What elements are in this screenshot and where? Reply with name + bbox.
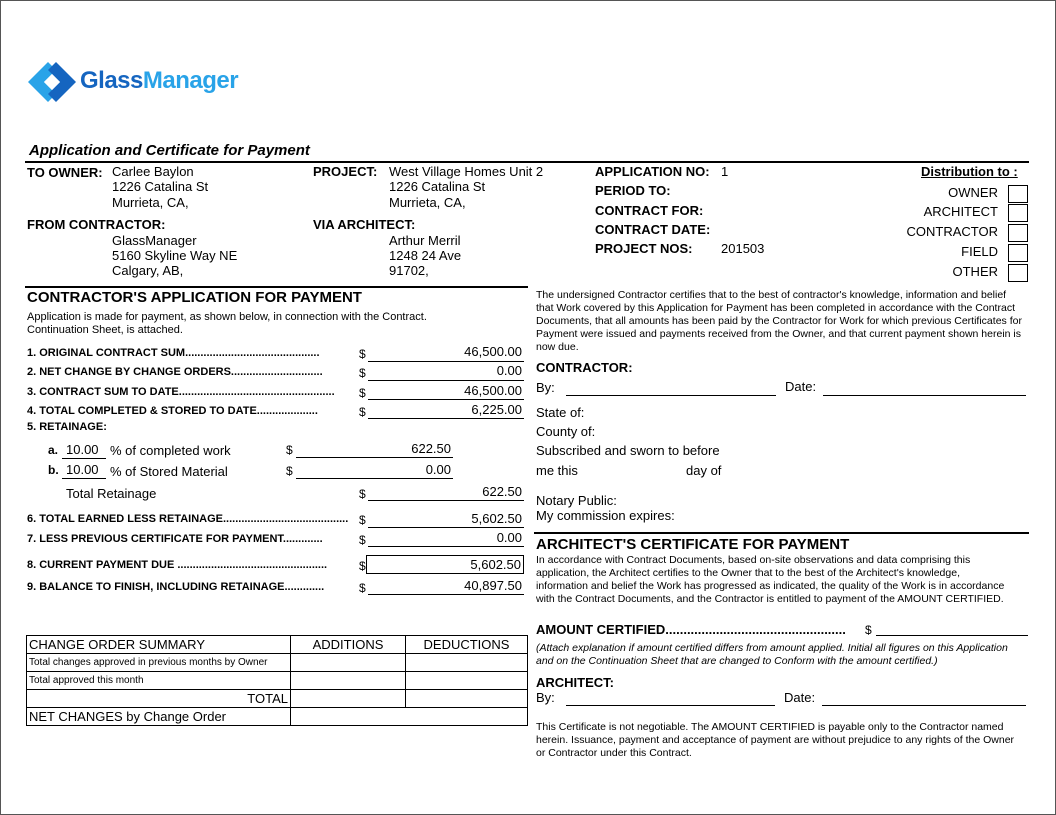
- distribution-owner-checkbox[interactable]: [1008, 185, 1028, 203]
- section-rule-left: [25, 286, 528, 288]
- amount-certified-line[interactable]: [876, 635, 1028, 636]
- line7-underline: [368, 546, 524, 547]
- day-of-label: day of: [686, 463, 722, 478]
- via-architect-addr1: 1248 24 Ave: [389, 248, 462, 263]
- amount-certified-currency: $: [865, 623, 872, 637]
- project-nos-value: 201503: [721, 241, 765, 256]
- to-owner-label: TO OWNER:: [27, 165, 103, 180]
- section-rule-right: [534, 532, 1029, 534]
- line7-label: 7. LESS PREVIOUS CERTIFICATE FOR PAYMENT.............: [27, 533, 323, 545]
- total-retainage-label: Total Retainage: [66, 486, 157, 501]
- from-contractor-label: FROM CONTRACTOR:: [27, 217, 166, 232]
- county-label: County of:: [536, 424, 596, 439]
- architect-footer-text: This Certificate is not negotiable. The AMOUNT CERTIFIED is payable only to the Contractor named herein. Issuance, payment and acceptance of payment are without prejudice to any rights of the Owner or Contractor under this Contract.: [536, 721, 1015, 759]
- line6-currency: $: [359, 513, 366, 527]
- document-title: Application and Certificate for Payment: [29, 142, 310, 159]
- retainage-a-pct-underline: [62, 458, 106, 459]
- retainage-b-currency: $: [286, 464, 293, 478]
- distribution-architect-label: ARCHITECT: [923, 204, 998, 219]
- logo-text-glass: Glass: [80, 67, 143, 94]
- line9-currency: $: [359, 581, 366, 595]
- to-owner-addr1: 1226 Catalina St: [112, 179, 209, 194]
- line6-underline: [368, 527, 524, 528]
- co-row-month-additions[interactable]: [291, 672, 406, 690]
- distribution-field-checkbox[interactable]: [1008, 244, 1028, 262]
- line1-currency: $: [359, 347, 366, 361]
- logo-text-manager: Manager: [142, 67, 239, 94]
- application-intro: Application is made for payment, as shown below, in connection with the Contract. Continuation Sheet, is attached.: [27, 311, 427, 336]
- architect-date-line[interactable]: [822, 705, 1026, 706]
- amount-note: (Attach explanation if amount certified differs from amount applied. Initial all figures on this Application and on the Continuation Sheet that are changed to Conform with the amount certified.): [536, 642, 1008, 667]
- line9-underline: [368, 594, 524, 595]
- retainage-b-text: % of Stored Material: [110, 464, 228, 479]
- co-row-month-label: Total approved this month: [27, 672, 291, 690]
- contractor-date-line[interactable]: [823, 395, 1026, 396]
- distribution-other-label: OTHER: [952, 264, 998, 279]
- retainage-a-pct[interactable]: 10.00: [66, 442, 99, 457]
- line4-underline: [368, 418, 524, 419]
- contractor-sign-label: CONTRACTOR:: [536, 360, 633, 375]
- project-addr2: Murrieta, CA,: [389, 195, 466, 210]
- contract-date-label: CONTRACT DATE:: [595, 222, 711, 237]
- architect-sign-label: ARCHITECT:: [536, 675, 614, 690]
- distribution-other-checkbox[interactable]: [1008, 264, 1028, 282]
- co-row-total-additions[interactable]: [291, 690, 406, 708]
- via-architect-name: Arthur Merril: [389, 233, 461, 248]
- line7-value: 0.00: [496, 530, 522, 545]
- co-row-total-deductions[interactable]: [406, 690, 528, 708]
- application-heading: CONTRACTOR'S APPLICATION FOR PAYMENT: [27, 289, 362, 306]
- co-row-net-label: NET CHANGES by Change Order: [27, 708, 291, 726]
- line9-label: 9. BALANCE TO FINISH, INCLUDING RETAINAGE.............: [27, 581, 325, 593]
- co-header-deductions: DEDUCTIONS: [406, 636, 528, 654]
- via-architect-label: VIA ARCHITECT:: [313, 217, 416, 232]
- retainage-b-pct[interactable]: 10.00: [66, 462, 99, 477]
- to-owner-addr2: Murrieta, CA,: [112, 195, 189, 210]
- co-row-previous-label: Total changes approved in previous months by Owner: [27, 654, 291, 672]
- retainage-b-underline: [296, 478, 453, 479]
- line3-label: 3. CONTRACT SUM TO DATE...................................................: [27, 386, 335, 398]
- via-architect-addr2: 91702,: [389, 263, 429, 278]
- contract-for-label: CONTRACT FOR:: [595, 203, 704, 218]
- architect-by-label: By:: [536, 690, 555, 705]
- retainage-a-prefix: a.: [48, 443, 59, 457]
- project-addr1: 1226 Catalina St: [389, 179, 486, 194]
- state-label: State of:: [536, 405, 585, 420]
- line2-currency: $: [359, 366, 366, 380]
- period-to-label: PERIOD TO:: [595, 183, 671, 198]
- total-retainage-value: 622.50: [482, 484, 522, 499]
- architect-cert-heading: ARCHITECT'S CERTIFICATE FOR PAYMENT: [536, 536, 850, 553]
- commission-label: My commission expires:: [536, 508, 675, 523]
- title-rule: [25, 161, 1029, 163]
- retainage-b-value: 0.00: [425, 462, 451, 477]
- contractor-by-label: By:: [536, 380, 555, 395]
- line6-value: 5,602.50: [471, 511, 522, 526]
- retainage-a-text: % of completed work: [110, 443, 231, 458]
- line2-underline: [368, 380, 524, 381]
- project-label: PROJECT:: [313, 164, 378, 179]
- co-header-additions: ADDITIONS: [291, 636, 406, 654]
- line1-label: 1. ORIGINAL CONTRACT SUM............................................: [27, 347, 320, 359]
- line6-label: 6. TOTAL EARNED LESS RETAINAGE.........................................: [27, 513, 349, 525]
- line4-label: 4. TOTAL COMPLETED & STORED TO DATE....................: [27, 405, 318, 417]
- total-retainage-currency: $: [359, 487, 366, 501]
- me-this-label: me this: [536, 463, 578, 478]
- distribution-field-label: FIELD: [961, 244, 998, 259]
- retainage-b-pct-underline: [62, 478, 106, 479]
- retainage-a-underline: [296, 457, 453, 458]
- from-contractor-addr1: 5160 Skyline Way NE: [112, 248, 238, 263]
- line8-value-box: 5,602.50: [366, 555, 524, 574]
- amount-certified-label: AMOUNT CERTIFIED..................................................: [536, 622, 846, 637]
- retainage-a-currency: $: [286, 443, 293, 457]
- architect-date-label: Date:: [784, 690, 816, 705]
- to-owner-name: Carlee Baylon: [112, 164, 194, 179]
- distribution-owner-label: OWNER: [948, 185, 998, 200]
- architect-cert-text: In accordance with Contract Documents, based on-site observations and data comprising this application, the Architect certifies to the Owner that to the best of the Architect's knowledge, information and belief the Work has progressed as indicated, the quality of the Work is in accordance with the Contract Documents, and the Contractor is entitled to payment of the AMOUNT CERTIFIED.: [536, 554, 1005, 605]
- co-row-month-deductions[interactable]: [406, 672, 528, 690]
- project-nos-label: PROJECT NOS:: [595, 241, 693, 256]
- co-row-previous-additions[interactable]: [291, 654, 406, 672]
- line2-label: 2. NET CHANGE BY CHANGE ORDERS..............................: [27, 366, 323, 378]
- co-header-summary: CHANGE ORDER SUMMARY: [27, 636, 291, 654]
- distribution-contractor-label: CONTRACTOR: [906, 224, 998, 239]
- retainage-label: 5. RETAINAGE:: [27, 421, 107, 433]
- notary-label: Notary Public:: [536, 493, 617, 508]
- certification-text: The undersigned Contractor certifies that to the best of contractor's knowledge, information and belief that Work covered by this Application for Payment has been completed in accordance with the Contract Documents, that all amounts has been paid by the Contractor for Work for which previous Certificates for Payment were issued and payments received from the Owner, and that current payment shown herein is now due.: [536, 289, 1022, 353]
- contractor-date-label: Date:: [785, 379, 817, 394]
- retainage-a-value: 622.50: [411, 441, 451, 456]
- co-row-total-label: TOTAL: [27, 690, 291, 708]
- project-name: West Village Homes Unit 2: [389, 164, 544, 179]
- line3-value: 46,500.00: [464, 383, 522, 398]
- line9-value: 40,897.50: [464, 578, 522, 593]
- contractor-by-line[interactable]: [566, 395, 776, 396]
- from-contractor-addr2: Calgary, AB,: [112, 263, 184, 278]
- line2-value: 0.00: [496, 363, 522, 378]
- line4-currency: $: [359, 405, 366, 419]
- line3-currency: $: [359, 386, 366, 400]
- line1-value: 46,500.00: [464, 344, 522, 359]
- line3-underline: [368, 399, 524, 400]
- application-no-label: APPLICATION NO:: [595, 164, 710, 179]
- line8-currency: $: [359, 559, 366, 573]
- retainage-b-prefix: b.: [48, 463, 59, 477]
- architect-by-line[interactable]: [566, 705, 775, 706]
- application-no-value: 1: [721, 164, 729, 179]
- line4-value: 6,225.00: [471, 402, 522, 417]
- line1-underline: [368, 361, 524, 362]
- co-row-net-value[interactable]: [291, 708, 528, 726]
- change-order-summary-table: [26, 635, 528, 726]
- line7-currency: $: [359, 533, 366, 547]
- distribution-contractor-checkbox[interactable]: [1008, 224, 1028, 242]
- total-retainage-underline: [368, 500, 524, 501]
- line8-label: 8. CURRENT PAYMENT DUE .................................................: [27, 559, 328, 571]
- distribution-title: Distribution to :: [921, 164, 1018, 179]
- from-contractor-name: GlassManager: [112, 233, 197, 248]
- distribution-architect-checkbox[interactable]: [1008, 204, 1028, 222]
- subscribed-label: Subscribed and sworn to before: [536, 443, 720, 458]
- co-row-previous-deductions[interactable]: [406, 654, 528, 672]
- glassmanager-logo-icon: [26, 60, 78, 104]
